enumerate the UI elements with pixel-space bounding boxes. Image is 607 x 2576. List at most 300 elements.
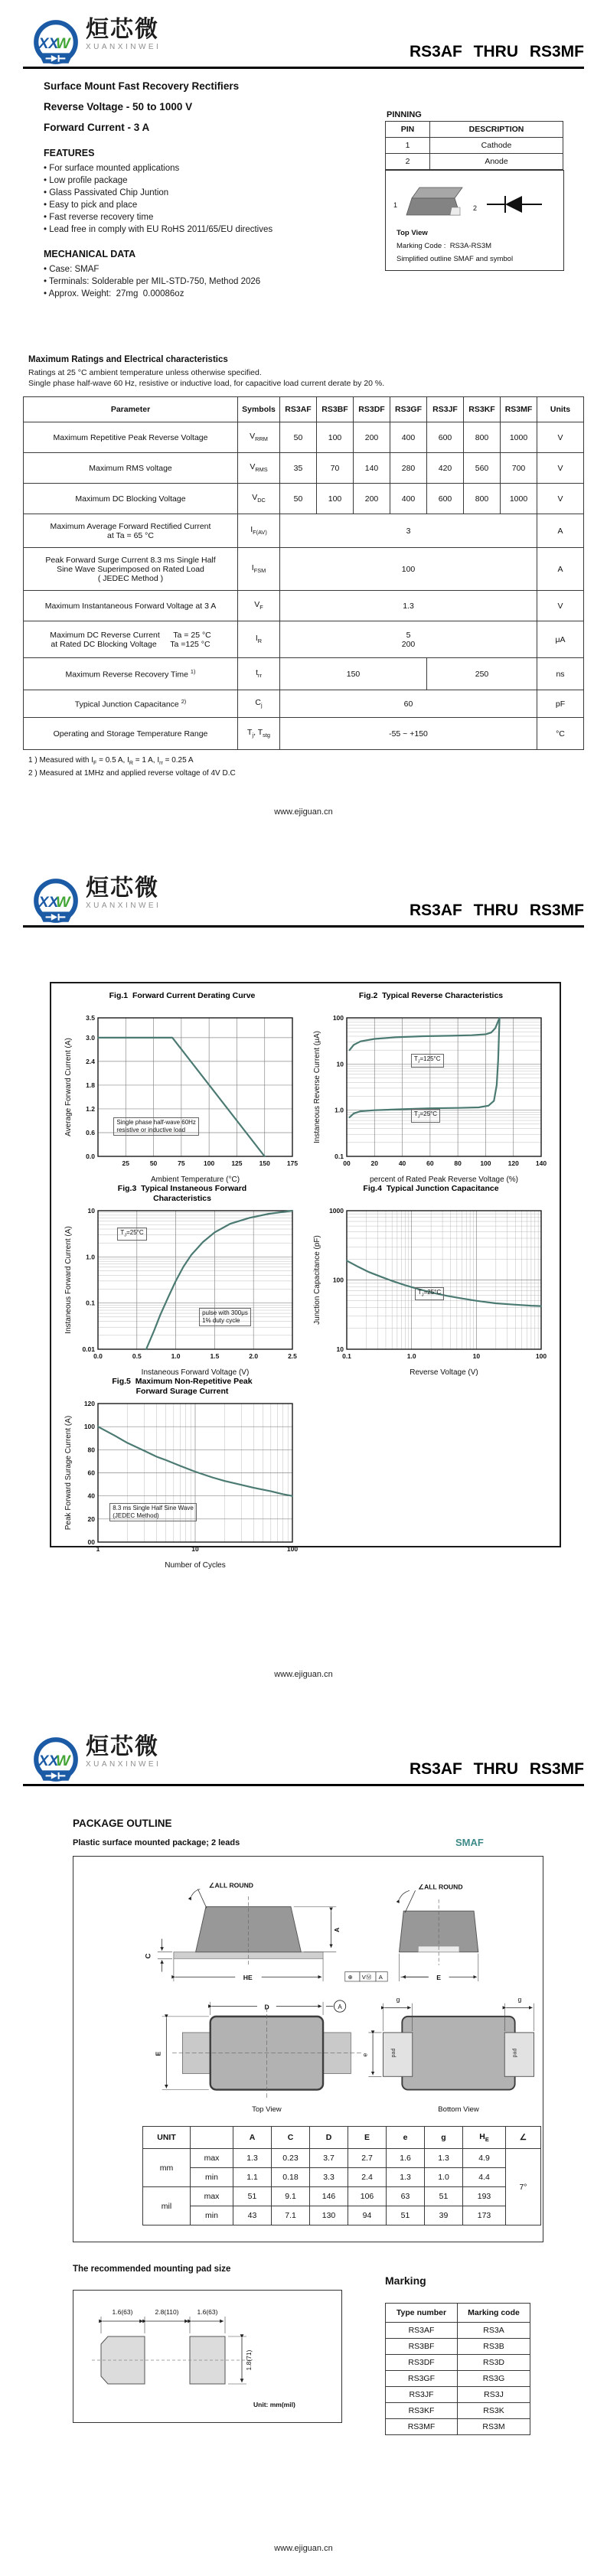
pad-label-1: pad <box>390 2048 397 2058</box>
pin1-label: 1 <box>393 201 398 209</box>
svg-text:W: W <box>56 35 70 53</box>
table-cell: RS3D <box>458 2355 530 2371</box>
features-list <box>44 162 272 236</box>
package-outline-box <box>73 1856 543 2242</box>
svg-text:0.0: 0.0 <box>86 1153 95 1160</box>
value-cell: 700 <box>501 453 537 484</box>
svg-text:10: 10 <box>191 1545 199 1553</box>
table-cell: RS3GF <box>386 2371 458 2387</box>
value-cell: 106 <box>348 2187 387 2206</box>
table-row <box>386 2339 530 2355</box>
package-caption-outline: Simplified outline SMAF and symbol <box>397 255 514 263</box>
package-symbol-box <box>385 170 564 271</box>
svg-text:1.5: 1.5 <box>210 1352 220 1360</box>
table-header-cell: Type number <box>386 2304 458 2323</box>
table-row <box>143 2187 541 2206</box>
svg-text:40: 40 <box>398 1159 406 1167</box>
product-line: Forward Current - 3 A <box>44 122 150 133</box>
y-axis-label: Instaneous Forward Current (A) <box>64 1226 73 1334</box>
unit-cell: °C <box>537 718 584 750</box>
value-cell: 94 <box>348 2206 387 2225</box>
ratings-heading: Maximum Ratings and Electrical characteristics <box>28 355 228 364</box>
ratings-table-head <box>24 397 584 422</box>
svg-text:10: 10 <box>87 1207 95 1215</box>
value-cell: 7.1 <box>272 2206 310 2225</box>
table-row <box>143 2127 541 2149</box>
page-title: RS3AF THRU RS3MF <box>409 902 584 919</box>
ratings-table-body <box>24 422 584 750</box>
table-row <box>24 591 584 621</box>
table-row <box>24 718 584 750</box>
footer-website: www.ejiguan.cn <box>274 2544 333 2553</box>
svg-text:1000: 1000 <box>329 1207 344 1215</box>
logo-text-en: XUANXINWEI <box>86 902 162 910</box>
value-cell: 50 <box>280 422 317 453</box>
value-cell: 43 <box>233 2206 272 2225</box>
figure-fig5 <box>63 1377 302 1574</box>
logo-text-cn: 烜芯微 <box>86 1733 159 1760</box>
table-header-cell: e <box>387 2127 425 2149</box>
table-row <box>386 138 563 154</box>
figure-title: Fig.1 Forward Current Derating Curve <box>109 991 256 1000</box>
param-cell: Maximum DC Blocking Voltage <box>24 484 238 514</box>
logo-text-cn: 烜芯微 <box>86 875 159 902</box>
table-header-cell: g <box>425 2127 463 2149</box>
all-round-label-2: ∠ALL ROUND <box>418 1883 463 1891</box>
table-cell: RS3G <box>458 2371 530 2387</box>
table-cell: RS3DF <box>386 2355 458 2371</box>
company-logo <box>31 1733 162 1786</box>
figure-title: Fig.3 Typical Instaneous Forward Characteristics <box>117 1184 247 1203</box>
table-cell: RS3MF <box>386 2419 458 2435</box>
value-cell: 146 <box>310 2187 348 2206</box>
package-outline-heading: PACKAGE OUTLINE <box>73 1818 172 1829</box>
x-axis-label: Ambient Temperature (°C) <box>150 1176 240 1184</box>
dimension-table-head <box>143 2127 541 2149</box>
value-cell: 1.0 <box>425 2168 463 2187</box>
table-row <box>386 122 563 138</box>
table-header-cell: A <box>233 2127 272 2149</box>
figure-chart <box>63 1012 302 1185</box>
value-cell: 1000 <box>501 422 537 453</box>
pad-dim-right: 1.6(63) <box>197 2308 218 2316</box>
all-round-label-1: ∠ALL ROUND <box>208 1881 253 1890</box>
ratings-subtext-2: Single phase half-wave 60 Hz, resistive or inductive load, for capacitive load current derate by 20 %. <box>28 379 385 388</box>
chart-annotation: pulse with 300μs 1% duty cycle <box>199 1308 251 1326</box>
table-cell: RS3AF <box>386 2323 458 2339</box>
value-cell: 3.7 <box>310 2149 348 2168</box>
series-Tj=125C <box>350 1018 500 1050</box>
value-cell: 600 <box>427 422 464 453</box>
table-header-cell: RS3KF <box>464 397 501 422</box>
svg-text:0.1: 0.1 <box>342 1352 351 1360</box>
param-cell: Maximum RMS voltage <box>24 453 238 484</box>
minmax-cell: min <box>191 2168 233 2187</box>
dim-g2-label: g <box>517 1995 522 2004</box>
bullet-item: • Fast reverse recovery time <box>44 213 154 222</box>
svg-text:120: 120 <box>83 1400 95 1407</box>
value-cell: 200 <box>354 422 390 453</box>
table-cell: RS3KF <box>386 2403 458 2419</box>
package-drawing-icon <box>389 177 557 227</box>
symbol-cell: $T_j$, $T_{stg}$ <box>238 718 280 750</box>
value-cell: 3.3 <box>310 2168 348 2187</box>
figure-title: Fig.5 Maximum Non-Repetitive Peak Forward Surage Current <box>112 1377 253 1396</box>
ratings-notes <box>28 756 236 781</box>
unit-cell: pF <box>537 690 584 718</box>
svg-text:1.2: 1.2 <box>86 1104 95 1113</box>
pad-dim-mid: 2.8(110) <box>155 2308 179 2316</box>
value-cell: 400 <box>390 422 427 453</box>
table-row <box>386 2419 530 2435</box>
svg-text:60: 60 <box>87 1469 95 1477</box>
table-header-cell: D <box>310 2127 348 2149</box>
logo-mark-icon <box>31 18 81 69</box>
value-cell: 130 <box>310 2206 348 2225</box>
table-cell: RS3J <box>458 2387 530 2403</box>
value-cell: 280 <box>390 453 427 484</box>
dim-d-label: D <box>264 2003 269 2011</box>
bullet-item: • Glass Passivated Chip Juntion <box>44 188 169 197</box>
svg-text:175: 175 <box>286 1159 299 1167</box>
figure-fig4 <box>312 1184 550 1381</box>
svg-text:1.0: 1.0 <box>335 1106 344 1114</box>
value-cell: 51 <box>387 2206 425 2225</box>
footer-website: www.ejiguan.cn <box>274 1670 333 1679</box>
svg-text:W: W <box>56 1753 70 1770</box>
svg-text:1: 1 <box>96 1545 100 1553</box>
table-cell: RS3BF <box>386 2339 458 2355</box>
table-header-cell: RS3BF <box>317 397 354 422</box>
figure-chart <box>63 1398 302 1570</box>
logo-mark-icon <box>31 877 81 928</box>
x-axis-label: Reverse Voltage (V) <box>410 1368 478 1377</box>
value-cell: 1.3 <box>280 591 537 621</box>
figure-chart <box>312 1012 550 1185</box>
table-row <box>386 2403 530 2419</box>
svg-text:2.5: 2.5 <box>288 1352 297 1360</box>
table-header-cell: ∠ <box>506 2127 541 2149</box>
value-cell: 5 200 <box>280 621 537 658</box>
table-row <box>24 514 584 548</box>
unit-cell: μA <box>537 621 584 658</box>
symbol-cell: $I_{F(AV)}$ <box>238 514 280 548</box>
bullet-item: • Approx. Weight: 27mg 0.00086oz <box>44 289 184 298</box>
symbol-cell: $I_R$ <box>238 621 280 658</box>
value-cell: 51 <box>425 2187 463 2206</box>
unit-cell: ns <box>537 658 584 690</box>
table-header-cell: RS3MF <box>501 397 537 422</box>
table-header-cell: RS3AF <box>280 397 317 422</box>
table-header-cell: RS3DF <box>354 397 390 422</box>
svg-text:1.0: 1.0 <box>406 1352 416 1360</box>
unit-cell: A <box>537 548 584 591</box>
svg-text:25: 25 <box>122 1159 130 1167</box>
svg-text:3.5: 3.5 <box>86 1014 95 1022</box>
figure-title: Fig.2 Typical Reverse Characteristics <box>358 991 504 1000</box>
pinning-table-head <box>386 122 563 138</box>
symbol-cell: $V_{RMS}$ <box>238 453 280 484</box>
footer-website: www.ejiguan.cn <box>274 807 333 817</box>
unit-group-cell: mil <box>143 2187 191 2225</box>
page-3 <box>0 1717 607 2576</box>
value-cell: 1.3 <box>425 2149 463 2168</box>
header-rule <box>23 925 584 928</box>
table-row <box>24 397 584 422</box>
page-2 <box>0 859 607 1717</box>
value-cell: 35 <box>280 453 317 484</box>
y-axis-label: Instaneous Reverse Current (μA) <box>313 1031 321 1143</box>
marking-table <box>385 2303 530 2435</box>
value-cell: 400 <box>390 484 427 514</box>
svg-text:60: 60 <box>426 1159 434 1167</box>
svg-text:100: 100 <box>535 1352 547 1360</box>
package-outline-subheading: Plastic surface mounted package; 2 leads <box>73 1838 240 1847</box>
bullet-item: • Easy to pick and place <box>44 201 138 210</box>
table-row <box>24 658 584 690</box>
value-cell: 2.7 <box>348 2149 387 2168</box>
table-row <box>386 2387 530 2403</box>
minmax-cell: max <box>191 2187 233 2206</box>
unit-cell: V <box>537 591 584 621</box>
product-lines <box>44 80 239 142</box>
table-header-cell: Marking code <box>458 2304 530 2323</box>
value-cell: 100 <box>280 548 537 591</box>
y-axis-label: Peak Forward Surage Current (A) <box>64 1415 73 1531</box>
company-logo <box>31 18 161 69</box>
pin2-label: 2 <box>473 204 478 212</box>
figure-title: Fig.4 Typical Junction Capacitance <box>363 1184 499 1193</box>
diode-symbol-icon <box>487 196 542 213</box>
page-title: RS3AF THRU RS3MF <box>409 1760 584 1778</box>
table-row <box>24 621 584 658</box>
value-cell: 2.4 <box>348 2168 387 2187</box>
table-cell: RS3K <box>458 2403 530 2419</box>
logo-mark-icon <box>31 1736 81 1786</box>
chart-annotation: $T_J=25^\circ C$ <box>411 1109 440 1123</box>
svg-text:0.6: 0.6 <box>86 1128 95 1136</box>
dim-g1-label: g <box>396 1995 400 2004</box>
pinning-table <box>385 121 563 170</box>
ratings-note: 2 ) Measured at 1MHz and applied reverse voltage of 4V D.C <box>28 769 236 778</box>
datum-a-label: A <box>338 2003 342 2010</box>
param-cell: Peak Forward Surge Current 8.3 ms Single Half Sine Wave Superimposed on Rated Load ( JEDEC Method ) <box>24 548 238 591</box>
svg-text:XX: XX <box>38 35 59 53</box>
pad-size-drawing <box>73 2291 340 2421</box>
ratings-table <box>23 396 584 750</box>
table-row <box>143 2206 541 2225</box>
table-header-cell: RS3GF <box>390 397 427 422</box>
unit-cell: A <box>537 514 584 548</box>
value-cell: 800 <box>464 422 501 453</box>
svg-text:120: 120 <box>507 1159 519 1167</box>
table-cell: RS3A <box>458 2323 530 2339</box>
dim-c-label: C <box>144 1953 153 1959</box>
value-cell: 1.1 <box>233 2168 272 2187</box>
features-heading: FEATURES <box>44 148 95 158</box>
figure-chart <box>63 1205 302 1378</box>
param-cell: Maximum Reverse Recovery Time $^{1)}$ <box>24 658 238 690</box>
angle-cell: 7° <box>506 2149 541 2225</box>
value-cell: 4.9 <box>463 2149 506 2168</box>
value-cell: 140 <box>354 453 390 484</box>
svg-text:140: 140 <box>535 1159 547 1167</box>
svg-text:20: 20 <box>370 1159 379 1167</box>
table-row <box>386 2371 530 2387</box>
figure-fig2 <box>312 991 550 1189</box>
value-cell: 9.1 <box>272 2187 310 2206</box>
pad-label-2: pad <box>511 2048 518 2058</box>
param-cell: Maximum Average Forward Rectified Current at Ta = 65 °C <box>24 514 238 548</box>
svg-text:XX: XX <box>38 894 59 911</box>
value-cell: 100 <box>317 422 354 453</box>
svg-text:W: W <box>56 894 70 911</box>
value-cell: 50 <box>280 484 317 514</box>
package-caption-marking: Marking Code : RS3A-RS3M <box>397 242 492 250</box>
x-axis-label: percent of Rated Peak Reverse Voltage (%) <box>370 1176 518 1184</box>
chart-annotation: Single phase half-wave 60Hz resistive or inductive load <box>113 1117 199 1136</box>
svg-text:1.8: 1.8 <box>86 1081 95 1089</box>
table-header-cell: RS3JF <box>427 397 464 422</box>
value-cell: 800 <box>464 484 501 514</box>
value-cell: 100 <box>317 484 354 514</box>
package-caption-topview: Top View <box>397 229 428 237</box>
value-cell: 420 <box>427 453 464 484</box>
symbol-cell: $C_j$ <box>238 690 280 718</box>
value-cell: 1.6 <box>387 2149 425 2168</box>
table-header-cell: C <box>272 2127 310 2149</box>
svg-text:100: 100 <box>286 1545 299 1553</box>
svg-text:XX: XX <box>38 1753 59 1770</box>
tol-cell-3: A <box>378 1974 383 1981</box>
table-row <box>24 453 584 484</box>
value-cell: 250 <box>427 658 537 690</box>
header-rule <box>23 1784 584 1786</box>
logo-text-en: XUANXINWEI <box>86 1760 162 1769</box>
table-cell: RS3M <box>458 2419 530 2435</box>
marking-table-body <box>386 2323 530 2435</box>
chart-annotation: 8.3 ms Single Half Sine Wave (JEDEC Method) <box>109 1503 197 1521</box>
unit-group-cell: mm <box>143 2149 191 2187</box>
svg-text:2.0: 2.0 <box>249 1352 259 1360</box>
figure-fig1 <box>63 991 302 1189</box>
chart-annotation: $T_J=25^\circ C$ <box>117 1228 146 1241</box>
dim-he-label: HE <box>243 1974 253 1982</box>
ratings-note: 1 ) Measured with $I_F = 0.5$ A, $I_R = 1$ A, $I_{rr} = 0.25$ A <box>28 756 194 766</box>
chart-annotation: $T_J=125^\circ C$ <box>411 1054 444 1068</box>
svg-text:00: 00 <box>87 1538 95 1546</box>
table-row <box>386 2304 530 2323</box>
logo-text-en: XUANXINWEI <box>86 43 162 51</box>
table-cell: RS3JF <box>386 2387 458 2403</box>
svg-text:0.0: 0.0 <box>93 1352 103 1360</box>
symbol-cell: $V_{DC}$ <box>238 484 280 514</box>
table-header-cell: E <box>348 2127 387 2149</box>
bullet-item: • Terminals: Solderable per MIL-STD-750, Method 2026 <box>44 277 261 286</box>
table-cell: RS3B <box>458 2339 530 2355</box>
unit-cell: V <box>537 484 584 514</box>
chart-annotation: $T_J=25^\circ C$ <box>415 1287 444 1301</box>
y-axis-label: Junction Capacitance (pF) <box>313 1235 321 1325</box>
bullet-item: • Low profile package <box>44 176 128 185</box>
svg-text:0.1: 0.1 <box>86 1299 95 1307</box>
dim-e-side-label: E <box>436 1974 442 1982</box>
pad-size-box <box>73 2290 342 2423</box>
svg-text:1.0: 1.0 <box>171 1352 181 1360</box>
tol-cell-2: VⓂ <box>361 1974 372 1981</box>
symbol-cell: $V_F$ <box>238 591 280 621</box>
dimension-table-body <box>143 2149 541 2225</box>
table-row <box>143 2168 541 2187</box>
param-cell: Maximum Instantaneous Forward Voltage at 3 A <box>24 591 238 621</box>
bottom-view-caption: Bottom View <box>438 2105 479 2115</box>
svg-text:50: 50 <box>149 1159 158 1167</box>
unit-cell: V <box>537 453 584 484</box>
bullet-item: • Lead free in comply with EU RoHS 2011/65/EU directives <box>44 225 273 234</box>
package-outline-drawing <box>77 1863 537 2115</box>
param-cell: Operating and Storage Temperature Range <box>24 718 238 750</box>
table-cell: 1 <box>386 138 430 154</box>
series-Tj=25C <box>350 1018 500 1117</box>
dim-a-label: A <box>333 1927 341 1932</box>
table-row <box>24 690 584 718</box>
table-header-cell: Symbols <box>238 397 280 422</box>
svg-text:100: 100 <box>332 1276 344 1284</box>
pad-dim-height: 1.8(71) <box>245 2349 253 2371</box>
value-cell: 70 <box>317 453 354 484</box>
svg-text:100: 100 <box>480 1159 491 1167</box>
top-view-caption: Top View <box>252 2105 282 2115</box>
ratings-subtext-1: Ratings at 25 °C ambient temperature unless otherwise specified. <box>28 368 262 377</box>
table-header-cell: UNIT <box>143 2127 191 2149</box>
svg-text:00: 00 <box>343 1159 351 1167</box>
svg-text:100: 100 <box>204 1159 215 1167</box>
tol-cell-1: ⊕ <box>348 1974 353 1981</box>
x-axis-label: Instaneous Forward Voltage (V) <box>141 1368 250 1377</box>
param-cell: Typical Junction Capacitance $^{2)}$ <box>24 690 238 718</box>
marking-heading: Marking <box>385 2274 426 2287</box>
value-cell: 200 <box>354 484 390 514</box>
page-title: RS3AF THRU RS3MF <box>409 43 584 60</box>
value-cell: 51 <box>233 2187 272 2206</box>
value-cell: 3 <box>280 514 537 548</box>
svg-text:10: 10 <box>472 1352 481 1360</box>
svg-text:3.0: 3.0 <box>86 1033 95 1042</box>
value-cell: 1.3 <box>387 2168 425 2187</box>
dim-e-top-label: E <box>154 2051 162 2056</box>
table-header-cell: $H_E$ <box>463 2127 506 2149</box>
package-name: SMAF <box>455 1837 484 1848</box>
product-line: Reverse Voltage - 50 to 1000 V <box>44 101 193 112</box>
symbol-cell: $V_{RRM}$ <box>238 422 280 453</box>
table-row <box>24 422 584 453</box>
value-cell: 0.18 <box>272 2168 310 2187</box>
svg-text:125: 125 <box>231 1159 243 1167</box>
mechanical-list <box>44 263 260 300</box>
svg-text:100: 100 <box>83 1423 95 1431</box>
pinning-heading: PINNING <box>387 110 422 119</box>
value-cell: 63 <box>387 2187 425 2206</box>
svg-text:2.4: 2.4 <box>86 1057 95 1065</box>
table-header-cell: DESCRIPTION <box>430 122 563 138</box>
value-cell: 173 <box>463 2206 506 2225</box>
figure-fig3 <box>63 1184 302 1381</box>
figures-panel <box>50 982 561 1570</box>
marking-table-head <box>386 2304 530 2323</box>
minmax-cell: max <box>191 2149 233 2168</box>
value-cell: 560 <box>464 453 501 484</box>
company-logo <box>31 877 161 928</box>
